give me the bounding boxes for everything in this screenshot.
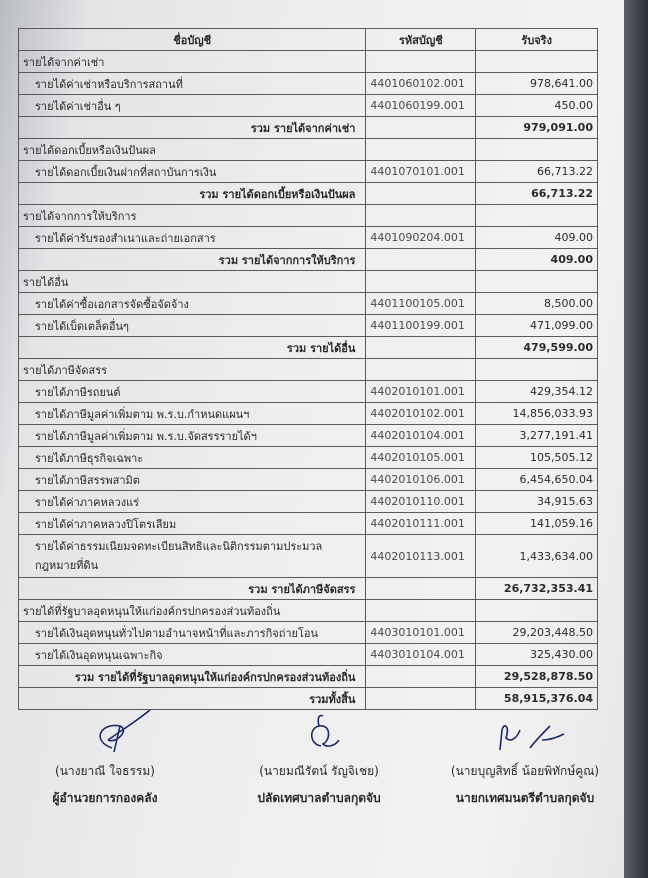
amount-cell: 978,641.00 — [476, 73, 598, 95]
signer-name-3: (นายบุญสิทธิ์ น้อยพิทักษ์คูณ) — [450, 764, 600, 778]
amount-cell: 105,505.12 — [476, 447, 598, 469]
amount-cell: 58,915,376.04 — [476, 688, 598, 710]
account-name-cell: รายได้เงินอุดหนุนทั่วไปตามอำนาจหน้าที่และภารกิจถ่ายโอน — [19, 622, 366, 644]
signature-area — [0, 700, 624, 840]
account-code-cell: 4401070101.001 — [366, 161, 476, 183]
amount-cell — [476, 139, 598, 161]
account-name-cell: รายได้ค่าเช่าหรือบริการสถานที่ — [19, 73, 366, 95]
account-name-cell: รายได้ภาษีสรรพสามิต — [19, 469, 366, 491]
account-code-cell: 4401060102.001 — [366, 73, 476, 95]
account-code-cell: 4401100199.001 — [366, 315, 476, 337]
account-name-cell: รายได้ดอกเบี้ยเงินฝากที่สถาบันการเงิน — [19, 161, 366, 183]
account-name-cell: รายได้ภาษีธุรกิจเฉพาะ — [19, 447, 366, 469]
table-header — [19, 29, 598, 51]
amount-cell: 979,091.00 — [476, 117, 598, 139]
account-code-cell: 4401060199.001 — [366, 95, 476, 117]
table-row — [19, 403, 598, 425]
account-code-cell: 4401090204.001 — [366, 227, 476, 249]
account-name-cell: รายได้ค่าภาคหลวงปิโตรเลียม — [19, 513, 366, 535]
handwritten-signature-2 — [279, 700, 359, 758]
amount-cell: 479,599.00 — [476, 337, 598, 359]
account-code-cell — [366, 337, 476, 359]
account-name-cell: รายได้ค่าเช่าอื่น ๆ — [19, 95, 366, 117]
account-code-cell — [366, 359, 476, 381]
signature-block-municipal-clerk — [224, 700, 414, 808]
account-code-cell — [366, 205, 476, 227]
total-row — [19, 249, 598, 271]
account-name-cell: รายได้ภาษีมูลค่าเพิ่มตาม พ.ร.บ.กำหนดแผนฯ — [19, 403, 366, 425]
total-row — [19, 183, 598, 205]
account-name-cell: รายได้ภาษีรถยนต์ — [19, 381, 366, 403]
account-name-cell: รายได้ค่ารับรองสำเนาและถ่ายเอกสาร — [19, 227, 366, 249]
account-code-cell: 4403010104.001 — [366, 644, 476, 666]
table-row — [19, 644, 598, 666]
table-row — [19, 622, 598, 644]
signature-block-finance-director — [20, 700, 190, 808]
account-code-cell: 4402010105.001 — [366, 447, 476, 469]
signer-position-2: ปลัดเทศบาลตำบลกุดจับ — [257, 791, 381, 805]
account-code-cell — [366, 183, 476, 205]
account-code-cell: 4402010101.001 — [366, 381, 476, 403]
amount-cell: 429,354.12 — [476, 381, 598, 403]
signer-position-3: นายกเทศมนตรีตำบลกุดจับ — [455, 791, 595, 805]
amount-cell: 325,430.00 — [476, 644, 598, 666]
account-name-cell: รายได้จากค่าเช่า — [19, 51, 366, 73]
account-code-cell — [366, 249, 476, 271]
amount-cell: 3,277,191.41 — [476, 425, 598, 447]
signer-name-1: (นางยาณี ใจธรรม) — [55, 764, 155, 778]
amount-cell — [476, 51, 598, 73]
account-code-cell: 4402010111.001 — [366, 513, 476, 535]
amount-cell: 1,433,634.00 — [476, 535, 598, 578]
total-row — [19, 666, 598, 688]
signature-block-mayor — [430, 700, 620, 808]
table-row — [19, 227, 598, 249]
section-row — [19, 51, 598, 73]
amount-cell — [476, 271, 598, 293]
account-name-cell: รายได้ที่รัฐบาลอุดหนุนให้แก่องค์กรปกครองส่วนท้องถิ่น — [19, 600, 366, 622]
table-row — [19, 535, 598, 578]
account-name-cell: รายได้จากการให้บริการ — [19, 205, 366, 227]
amount-cell: 29,528,878.50 — [476, 666, 598, 688]
amount-cell: 34,915.63 — [476, 491, 598, 513]
account-code-cell — [366, 600, 476, 622]
amount-cell: 26,732,353.41 — [476, 578, 598, 600]
account-name-cell: รวมทั้งสิ้น — [19, 688, 366, 710]
amount-cell: 29,203,448.50 — [476, 622, 598, 644]
amount-cell — [476, 600, 598, 622]
table-row — [19, 425, 598, 447]
header-account-name: ชื่อบัญชี — [19, 29, 366, 51]
account-code-cell: 4402010102.001 — [366, 403, 476, 425]
table-row — [19, 513, 598, 535]
handwritten-signature-1 — [50, 700, 160, 758]
table-row — [19, 95, 598, 117]
account-name-cell: รายได้ค่าธรรมเนียมจดทะเบียนสิทธิและนิติกรรมตามประมวลกฎหมายที่ดิน — [19, 535, 366, 578]
account-code-cell: 4403010101.001 — [366, 622, 476, 644]
account-code-cell — [366, 117, 476, 139]
section-row — [19, 139, 598, 161]
amount-cell: 8,500.00 — [476, 293, 598, 315]
total-row — [19, 337, 598, 359]
amount-cell: 6,454,650.04 — [476, 469, 598, 491]
account-name-cell: รวม รายได้ดอกเบี้ยหรือเงินปันผล — [19, 183, 366, 205]
account-code-cell: 4402010113.001 — [366, 535, 476, 578]
table-row — [19, 469, 598, 491]
table-row — [19, 293, 598, 315]
table-row — [19, 381, 598, 403]
account-code-cell — [366, 51, 476, 73]
account-code-cell — [366, 578, 476, 600]
account-code-cell: 4402010110.001 — [366, 491, 476, 513]
account-name-cell: รายได้ดอกเบี้ยหรือเงินปันผล — [19, 139, 366, 161]
amount-cell: 471,099.00 — [476, 315, 598, 337]
account-code-cell — [366, 139, 476, 161]
amount-cell: 409.00 — [476, 227, 598, 249]
amount-cell: 409.00 — [476, 249, 598, 271]
account-name-cell: รายได้เงินอุดหนุนเฉพาะกิจ — [19, 644, 366, 666]
total-row — [19, 117, 598, 139]
amount-cell: 66,713.22 — [476, 161, 598, 183]
account-name-cell: รวม รายได้ภาษีจัดสรร — [19, 578, 366, 600]
table-row — [19, 315, 598, 337]
total-row — [19, 578, 598, 600]
amount-cell: 141,059.16 — [476, 513, 598, 535]
account-name-cell: รายได้ค่าภาคหลวงแร่ — [19, 491, 366, 513]
account-name-cell: รายได้ภาษีมูลค่าเพิ่มตาม พ.ร.บ.จัดสรรรายได้ฯ — [19, 425, 366, 447]
account-code-cell: 4402010104.001 — [366, 425, 476, 447]
account-code-cell — [366, 271, 476, 293]
table-row — [19, 447, 598, 469]
header-account-code: รหัสบัญชี — [366, 29, 476, 51]
amount-cell: 14,856,033.93 — [476, 403, 598, 425]
account-name-cell: รวม รายได้ที่รัฐบาลอุดหนุนให้แก่องค์กรปกครองส่วนท้องถิ่น — [19, 666, 366, 688]
table-row — [19, 491, 598, 513]
account-code-cell: 4402010106.001 — [366, 469, 476, 491]
table-row — [19, 73, 598, 95]
signer-name-2: (นายมณีรัตน์ รัญจิเชย) — [259, 764, 379, 778]
section-row — [19, 271, 598, 293]
account-name-cell: รายได้อื่น — [19, 271, 366, 293]
account-name-cell: รวม รายได้จากค่าเช่า — [19, 117, 366, 139]
account-name-cell: รายได้เบ็ดเตล็ดอื่นๆ — [19, 315, 366, 337]
background-edge — [624, 0, 648, 878]
section-row — [19, 359, 598, 381]
handwritten-signature-3 — [470, 700, 580, 758]
amount-cell: 450.00 — [476, 95, 598, 117]
section-row — [19, 205, 598, 227]
signer-position-1: ผู้อำนวยการกองคลัง — [52, 791, 158, 805]
amount-cell: 66,713.22 — [476, 183, 598, 205]
table-body — [19, 51, 598, 710]
account-name-cell: รายได้ภาษีจัดสรร — [19, 359, 366, 381]
section-row — [19, 600, 598, 622]
amount-cell — [476, 359, 598, 381]
table-row — [19, 161, 598, 183]
account-code-cell: 4401100105.001 — [366, 293, 476, 315]
header-actual-received: รับจริง — [476, 29, 598, 51]
account-name-cell: รวม รายได้จากการให้บริการ — [19, 249, 366, 271]
account-name-cell: รายได้ค่าซื้อเอกสารจัดซื้อจัดจ้าง — [19, 293, 366, 315]
account-name-cell: รวม รายได้อื่น — [19, 337, 366, 359]
account-code-cell — [366, 666, 476, 688]
revenue-table — [18, 28, 598, 710]
amount-cell — [476, 205, 598, 227]
